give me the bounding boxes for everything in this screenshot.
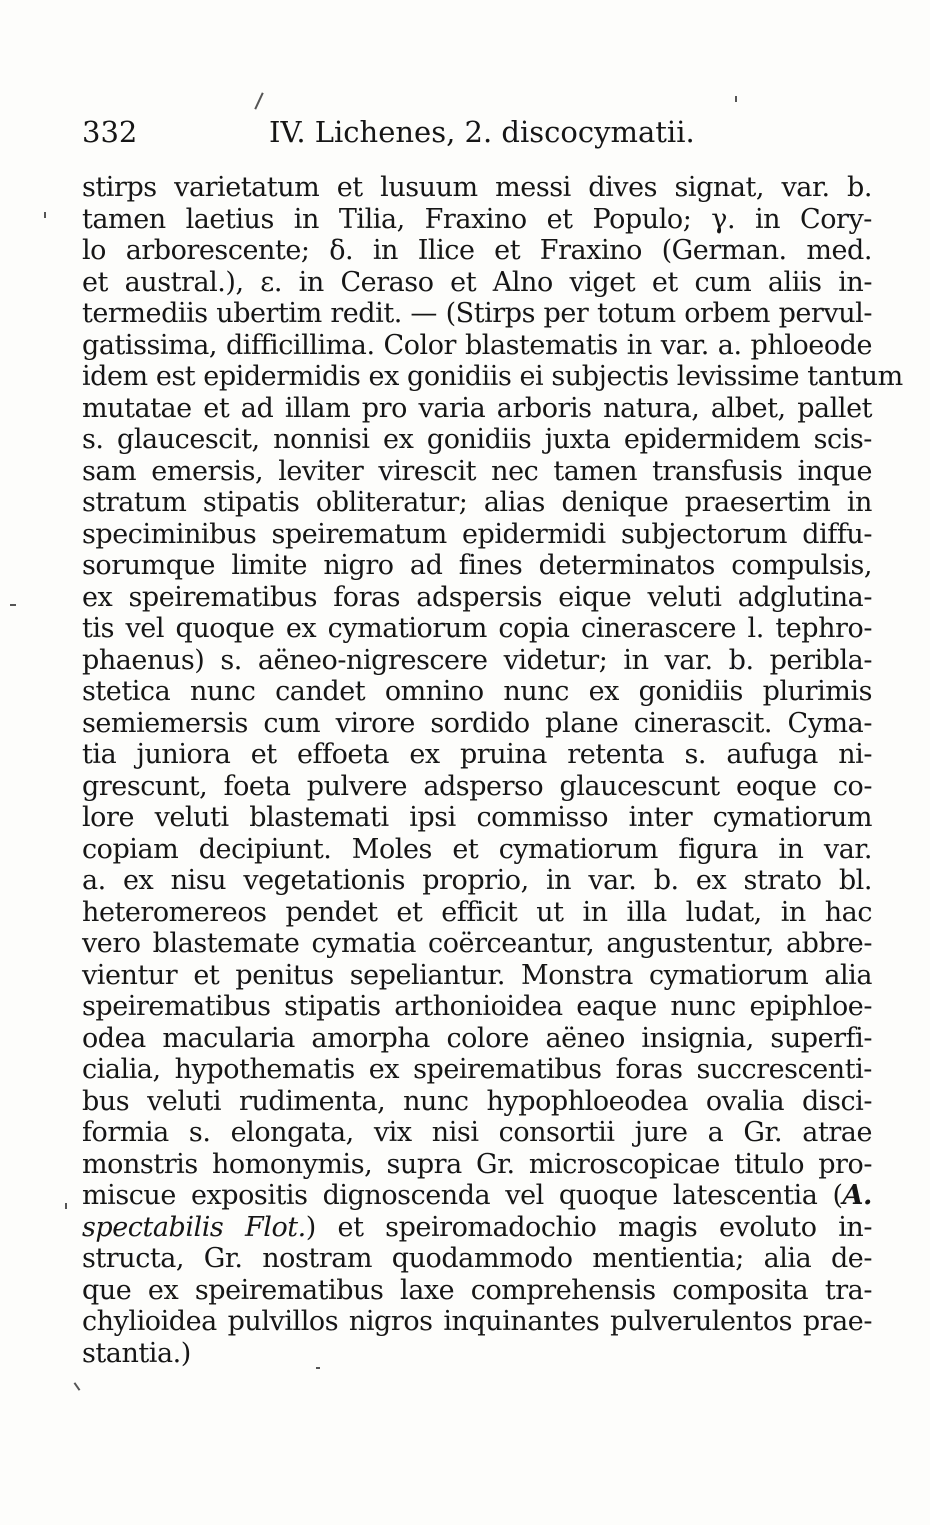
- text-line: s. glaucescit, nonnisi ex gonidiis juxta epidermidem scis-: [82, 424, 872, 455]
- text-line: [82, 1212, 872, 1244]
- print-speck: [65, 1203, 67, 1209]
- text-line: semiemersis cum virore sordido plane cinerascit. Cyma-: [82, 707, 872, 739]
- text-line: lore veluti blastemati ipsi commisso inter cymatiorum: [82, 802, 872, 833]
- text-line: structa, Gr. nostram quodammodo mentientia; alia de-: [82, 1243, 872, 1274]
- text-line: stirps varietatum et lusuum messi dives signat, var. b.: [82, 172, 872, 203]
- body-text: [82, 172, 903, 1369]
- running-head: IV. Lichenes, 2. discocymatii.: [269, 115, 695, 149]
- text-line: formia s. elongata, vix nisi consortii jure a Gr. atrae: [82, 1117, 872, 1148]
- text-line: ex speirematibus foras adspersis eique veluti adglutina-: [82, 581, 872, 613]
- text-line: chylioidea pulvillos nigros inquinantes pulverulentos prae-: [82, 1306, 872, 1337]
- text-line: vientur et penitus sepeliantur. Monstra cymatiorum alia: [82, 959, 872, 991]
- text-line: mutatae et ad illam pro varia arboris natura, albet, pallet: [82, 392, 872, 424]
- text-line: termediis ubertim redit. — (Stirps per totum orbem pervul-: [82, 298, 872, 329]
- text-line: sam emersis, leviter virescit nec tamen transfusis inque: [82, 455, 872, 487]
- text-line: stantia.): [82, 1337, 191, 1369]
- text-line: idem est epidermidis ex gonidiis ei subjectis levissime tantum: [82, 361, 903, 392]
- text-line: stratum stipatis obliteratur; alias denique praesertim in: [82, 487, 872, 518]
- page-number: 332: [82, 115, 138, 149]
- print-speck: [74, 1382, 81, 1391]
- species-abbrev: A.: [842, 1180, 872, 1211]
- text-span: ) et speiromadochio magis evoluto in-: [305, 1211, 872, 1243]
- print-speck: [735, 96, 737, 102]
- text-line: [82, 1180, 872, 1212]
- text-line: odea macularia amorpha colore aëneo insignia, superfi-: [82, 1022, 872, 1054]
- text-line: phaenus) s. aëneo-nigrescere videtur; in var. b. peribla-: [82, 644, 872, 676]
- text-line: gatissima, difficillima. Color blastematis in var. a. phloeode: [82, 329, 872, 361]
- text-span: miscue expositis dignoscenda vel quoque latescentia (: [82, 1180, 843, 1211]
- text-line: copiam decipiunt. Moles et cymatiorum figura in var.: [82, 833, 872, 865]
- text-line: stetica nunc candet omnino nunc ex gonidiis plurimis: [82, 676, 872, 707]
- print-speck: [44, 212, 46, 218]
- text-line: tis vel quoque ex cymatiorum copia cinerascere l. tephro-: [82, 613, 872, 644]
- page-header: [82, 112, 872, 152]
- text-line: speirematibus stipatis arthonioidea eaque nunc epiphloe-: [82, 991, 872, 1022]
- text-line: monstris homonymis, supra Gr. microscopicae titulo pro-: [82, 1148, 872, 1180]
- print-speck: [254, 92, 263, 109]
- text-line: bus veluti rudimenta, nunc hypophloeodea ovalia disci-: [82, 1085, 872, 1117]
- text-line: vero blastemate cymatia coërceantur, angustentur, abbre-: [82, 928, 872, 959]
- text-line: a. ex nisu vegetationis proprio, in var. b. ex strato bl.: [82, 865, 872, 896]
- print-speck: [316, 1367, 320, 1369]
- text-line: grescunt, foeta pulvere adsperso glaucescunt eoque co-: [82, 770, 872, 802]
- text-line: heteromereos pendet et efficit ut in illa ludat, in hac: [82, 896, 872, 928]
- text-line: lo arborescente; δ. in Ilice et Fraxino (German. med.: [82, 235, 872, 266]
- text-line: sorumque limite nigro ad fines determinatos compulsis,: [82, 550, 872, 581]
- text-line: speciminibus speirematum epidermidi subjectorum diffu-: [82, 518, 872, 550]
- text-line: tia juniora et effoeta ex pruina retenta s. aufuga ni-: [82, 739, 872, 770]
- text-line: cialia, hypothematis ex speirematibus foras succrescenti-: [82, 1054, 872, 1085]
- species-name: spectabilis Flot.: [82, 1211, 306, 1243]
- print-speck: [10, 604, 16, 606]
- text-line: tamen laetius in Tilia, Fraxino et Populo; γ. in Cory-: [82, 203, 872, 235]
- text-line: que ex speirematibus laxe comprehensis composita tra-: [82, 1274, 872, 1306]
- text-line: et austral.), ε. in Ceraso et Alno viget et cum aliis in-: [82, 266, 872, 298]
